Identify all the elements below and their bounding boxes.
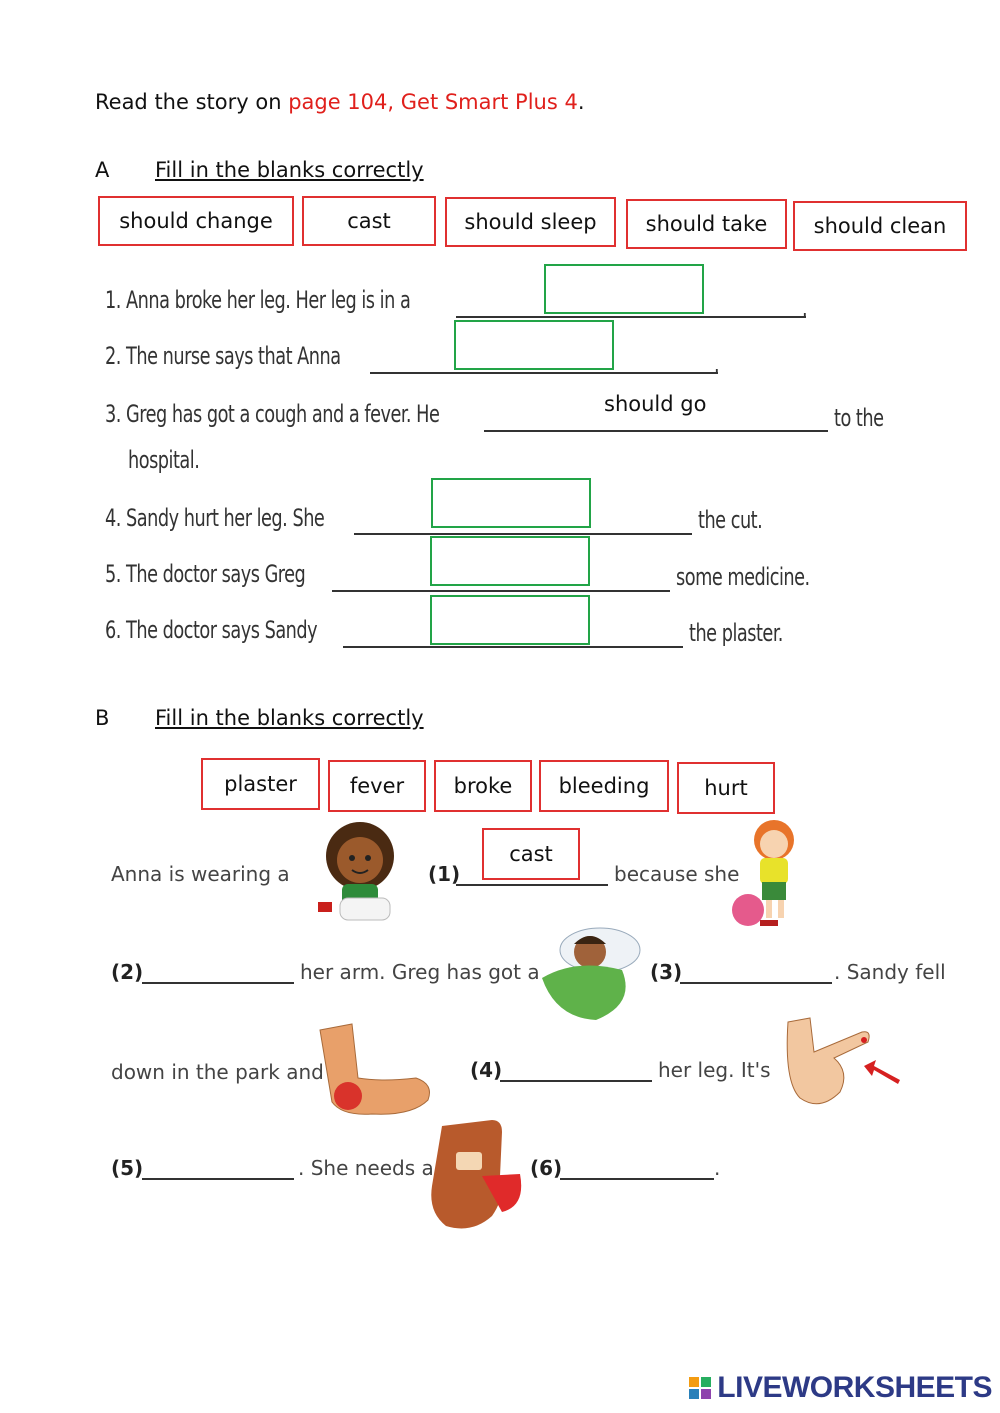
story-line-2-end: . Sandy fell (834, 960, 946, 984)
option-should-sleep[interactable]: should sleep (445, 197, 616, 247)
question-5-text: 5. The doctor says Greg (105, 560, 306, 588)
sandy-fall-illustration (730, 812, 816, 934)
story-blank-4-line (500, 1080, 652, 1082)
answer-box-b1[interactable]: cast (482, 828, 580, 880)
question-3-continued: hospital. (128, 446, 200, 474)
question-5-line (332, 590, 670, 592)
instructions-prefix: Read the story on (95, 90, 289, 114)
story-blank-3-number (650, 960, 682, 984)
question-3-text: 3. Greg has got a cough and a fever. He (105, 400, 440, 428)
story-line-1-end: because she (614, 862, 740, 886)
question-3-line (484, 430, 828, 432)
greg-fever-illustration (536, 914, 646, 1026)
story-blank-2-number (111, 960, 143, 984)
option-plaster[interactable]: plaster (201, 758, 320, 810)
question-1-line (456, 316, 806, 318)
option-broke[interactable]: broke (434, 760, 532, 812)
question-2-end: . (714, 350, 720, 378)
blank-6-label: (6) (530, 1156, 563, 1180)
section-a-letter: A (95, 158, 110, 182)
story-blank-5-number (111, 1156, 143, 1180)
story-line-4-start: . She needs a (298, 1156, 434, 1180)
blank-2-label: (2) (111, 960, 144, 984)
story-blank-6-number (530, 1156, 562, 1180)
blank-1-label: (1) (428, 862, 461, 886)
section-a-title: Fill in the blanks correctly (155, 158, 424, 182)
story-blank-4-number (470, 1058, 502, 1082)
question-2-text: 2. The nurse says that Anna (105, 342, 341, 370)
question-4-text: 4. Sandy hurt her leg. She (105, 504, 325, 532)
example-answer-3: should go (604, 392, 707, 416)
question-3-end: to the (834, 404, 884, 432)
bleeding-finger-illustration (780, 1012, 904, 1116)
option-should-clean[interactable]: should clean (793, 201, 967, 251)
story-line-3-start: down in the park and (111, 1060, 324, 1084)
question-5-end: some medicine. (676, 563, 810, 591)
plaster-hand-illustration (422, 1116, 526, 1236)
story-blank-6-line (560, 1178, 714, 1180)
liveworksheets-logo-icon (689, 1377, 711, 1399)
section-b-letter: B (95, 706, 110, 730)
book-reference: page 104, Get Smart Plus 4 (288, 90, 578, 114)
story-blank-5-line (142, 1178, 294, 1180)
liveworksheets-logo (689, 1371, 992, 1405)
story-blank-2-line (142, 982, 294, 984)
blank-4-label: (4) (470, 1058, 503, 1082)
anna-cast-illustration (312, 818, 408, 928)
question-6-text: 6. The doctor says Sandy (105, 616, 318, 644)
answer-box-6[interactable] (430, 595, 590, 645)
section-b-title: Fill in the blanks correctly (155, 706, 424, 730)
option-fever[interactable]: fever (328, 760, 426, 812)
story-blank-1-number (428, 862, 460, 886)
question-4-line (354, 533, 692, 535)
story-blank-1-line (456, 884, 608, 886)
option-hurt[interactable]: hurt (677, 762, 775, 814)
option-should-take[interactable]: should take (626, 199, 787, 249)
story-line-1-start: Anna is wearing a (111, 862, 290, 886)
hurt-foot-illustration (312, 1022, 436, 1126)
question-6-end: the plaster. (689, 619, 783, 647)
story-blank-3-line (680, 982, 832, 984)
question-4-end: the cut. (698, 506, 763, 534)
answer-box-4[interactable] (431, 478, 591, 528)
blank-3-label: (3) (650, 960, 683, 984)
question-1-text: 1. Anna broke her leg. Her leg is in a (105, 286, 411, 314)
blank-5-label: (5) (111, 1156, 144, 1180)
liveworksheets-wordmark: LIVEWORKSHEETS (717, 1371, 992, 1404)
question-2-line (370, 372, 718, 374)
option-cast[interactable]: cast (302, 196, 436, 246)
question-6-line (343, 646, 683, 648)
option-bleeding[interactable]: bleeding (539, 760, 669, 812)
story-line-4-end: . (714, 1156, 721, 1180)
answer-box-5[interactable] (430, 536, 590, 586)
answer-box-1[interactable] (544, 264, 704, 314)
instructions-suffix: . (577, 90, 585, 114)
option-should-change[interactable]: should change (98, 196, 294, 246)
instructions (95, 90, 585, 114)
question-1-end: . (802, 294, 808, 322)
story-line-2-start: her arm. Greg has got a (300, 960, 540, 984)
story-line-3-end: her leg. It's (658, 1058, 771, 1082)
answer-box-2[interactable] (454, 320, 614, 370)
